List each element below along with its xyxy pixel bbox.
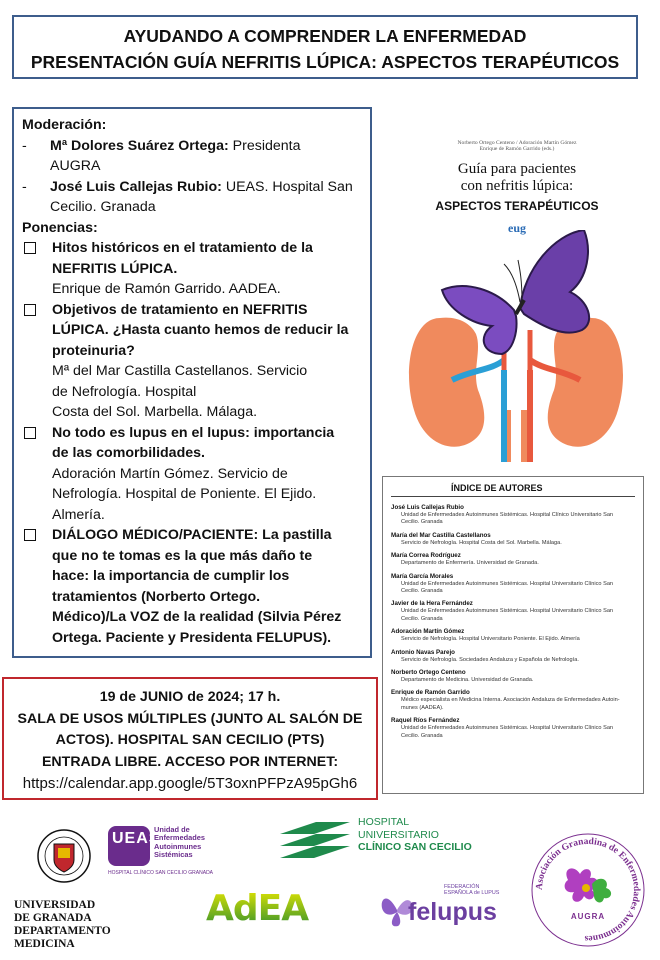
author-index-box: [382, 476, 644, 794]
ugr-dept: DEPARTAMENTO: [14, 925, 111, 937]
ponencia-speaker: Mª del Mar Castilla Castellanos. Servicio: [52, 363, 308, 379]
author-name: Enrique de Ramón Garrido: [391, 689, 470, 697]
author-affiliation: munes (AADEA).: [401, 704, 444, 711]
moderator-role-cont: Cecilio. Granada: [50, 199, 156, 215]
felupus-subtitle: FEDERACIÓN: [444, 884, 480, 890]
augra-logo: [528, 830, 648, 950]
checkbox-icon: [24, 242, 36, 254]
moderator-name: José Luis Callejas Rubio:: [50, 178, 222, 195]
ponencia-title: Hitos históricos en el tratamiento de la: [52, 240, 313, 256]
author-name: Norberto Ortego Centeno: [391, 669, 466, 677]
kidney-butterfly-illustration: [392, 230, 642, 462]
ponencia-title: que no te tomas es la que más daño te: [52, 547, 313, 564]
ueas-text: Enfermedades: [154, 833, 205, 843]
author-name: María del Mar Castilla Castellanos: [391, 531, 491, 539]
author-entry: [391, 628, 635, 643]
event-entry: ENTRADA LIBRE. ACCESO POR INTERNET:: [41, 753, 339, 770]
checkbox-icon: [24, 529, 36, 541]
ponencia-item: [22, 238, 362, 279]
program-box: [12, 107, 372, 658]
moderator-item: [22, 177, 362, 218]
author-entry: [391, 689, 635, 712]
publisher-logo: eug: [508, 221, 526, 235]
author-name: Javier de la Hera Fernández: [391, 600, 473, 608]
ugr-dept: MEDICINA: [14, 938, 75, 950]
author-entry: [391, 532, 635, 547]
ugr-name: UNIVERSIDAD: [14, 899, 96, 911]
ponencia-title: tratamientos (Norberto Ortego.: [52, 588, 261, 605]
book-authors-line: Norberto Ortego Centeno / Adoración Martín Gómez: [457, 140, 577, 146]
author-entry: [391, 504, 635, 527]
felupus-wordmark: felupus: [408, 898, 497, 926]
checkbox-icon: [24, 304, 36, 316]
aadea-logo: [206, 888, 326, 950]
author-affiliation: Servicio de Nefrología. Sociedades Andaluza y Española de Nefrología.: [401, 656, 579, 663]
ponencia-title: de las comorbilidades.: [52, 445, 205, 461]
author-name: José Luis Callejas Rubio: [391, 504, 464, 511]
book-title: [392, 161, 642, 195]
ponencia-item: [22, 423, 362, 464]
author-affiliation: Servicio de Nefrología. Hospital Universitario Poniente. El Ejido. Almería: [401, 636, 580, 643]
ponencia-item: [22, 525, 362, 648]
ponencia-title: NEFRITIS LÚPICA.: [52, 260, 178, 277]
ueas-text: Sistémicas: [154, 850, 193, 860]
ponencia-title: Objetivos de tratamiento en NEFRITIS: [52, 301, 308, 318]
felupus-subtitle: ESPAÑOLA de LUPUS: [444, 890, 500, 897]
book-authors: [392, 140, 642, 152]
dash-marker: -: [22, 178, 27, 195]
header-title-box: [12, 15, 638, 79]
ponencia-title: Médico)/La VOZ de la realidad (Silvia Pérez: [52, 609, 342, 625]
ponencia-title: LÚPICA. ¿Hasta cuanto hemos de reducir la: [52, 322, 349, 338]
aadea-wordmark: AdEA: [206, 888, 326, 929]
hospital-text: UNIVERSITARIO: [358, 828, 439, 841]
ugr-seal-icon: [34, 828, 94, 884]
dash-marker: -: [22, 137, 27, 154]
header-line-2: PRESENTACIÓN GUÍA NEFRITIS LÚPICA: ASPECTOS TERAPÉUTICOS: [30, 52, 620, 72]
ueas-subtitle: HOSPITAL CLÍNICO SAN CECILIO GRANADA: [108, 870, 214, 876]
event-url-link[interactable]: https://calendar.app.google/5T3oxnPFPzA95pGh6: [22, 775, 358, 792]
hospital-text: CLÍNICO SAN CECILIO: [358, 841, 472, 853]
author-index-list: [391, 504, 635, 740]
ponencia-speaker: Costa del Sol. Marbella. Málaga.: [52, 404, 258, 420]
author-affiliation: Médico especialista en Medicina Interna. Asociación Andaluza de Enfermedades Autoin-: [401, 697, 620, 704]
author-affiliation: Unidad de Enfermedades Autoinmunes Sistémicas. Hospital Universitario Clínico San: [401, 580, 614, 587]
ponencia-speaker: Almería.: [52, 506, 105, 523]
checkbox-icon: [24, 427, 36, 439]
augra-ring-text: Asociación Granadina de Enfermedades Autoinmunes: [534, 836, 642, 944]
book-authors-line: Enrique de Ramón Garrido (eds.): [479, 146, 555, 152]
ponencia-speaker: Nefrología. Hospital de Poniente. El Ejido.: [52, 486, 317, 502]
author-affiliation: Cecilio. Granada: [401, 615, 443, 622]
author-name: María García Morales: [391, 572, 454, 580]
ureter-shape: [508, 410, 524, 462]
moderator-role-cont: AUGRA: [50, 158, 101, 174]
hospital-mark-icon: [278, 820, 352, 860]
ponencia-speaker: Enrique de Ramón Garrido. AADEA.: [52, 281, 281, 297]
author-entry: [391, 669, 635, 684]
moderator-role: UEAS. Hospital San: [221, 178, 353, 195]
ugr-name: DE GRANADA: [14, 912, 92, 924]
author-name: Raquel Ríos Fernández: [391, 717, 460, 725]
author-entry: [391, 649, 635, 664]
header-line-1: AYUDANDO A COMPRENDER LA ENFERMEDAD: [123, 26, 527, 46]
book-title-line: Guía para pacientes: [457, 161, 577, 177]
hospital-logo: [278, 816, 488, 866]
book-title-line: con nefritis lúpica:: [460, 178, 574, 194]
author-entry: [391, 600, 635, 623]
butterfly-right-wing: [520, 230, 589, 333]
author-affiliation: Cecilio. Granada: [401, 519, 443, 526]
moderator-name: Mª Dolores Suárez Ortega:: [50, 137, 229, 154]
moderacion-label: Moderación:: [22, 117, 107, 133]
hospital-text: HOSPITAL: [358, 816, 410, 828]
ueas-text: Unidad de: [154, 825, 190, 834]
butterfly-antennae: [504, 260, 522, 302]
book-cover: [392, 112, 642, 462]
augra-seal-icon: [528, 830, 648, 950]
author-affiliation: Unidad de Enfermedades Autoinmunes Sistémicas. Hospital Universitario Clínico San: [401, 608, 614, 615]
ponencia-title: proteinuria?: [52, 342, 135, 359]
event-info-box: [2, 677, 378, 800]
book-subtitle: ASPECTOS TERAPÉUTICOS: [435, 199, 599, 213]
event-date: 19 de JUNIO de 2024; 17 h.: [99, 689, 281, 705]
author-name: Adoración Martín Gómez: [391, 628, 465, 636]
ponencia-title: Ortega. Paciente y Presidenta FELUPUS).: [52, 629, 332, 646]
moderator-role: Presidenta: [228, 137, 301, 154]
event-place: SALA DE USOS MÚLTIPLES (JUNTO AL SALÓN DE: [17, 710, 363, 727]
ueas-text: Autoinmunes: [154, 841, 202, 851]
author-affiliation: Unidad de Enfermedades Autoinmunes Sistémicas. Hospital Universitario Clínico San: [401, 725, 614, 732]
author-entry: [391, 552, 635, 567]
ponencia-speaker: Adoración Martín Gómez. Servicio de: [52, 465, 288, 482]
author-name: María Correa Rodríguez: [391, 552, 461, 560]
author-affiliation: Departamento de Enfermería. Universidad de Granada.: [401, 560, 539, 567]
index-title: ÍNDICE DE AUTORES: [391, 483, 635, 497]
ueas-logo: [108, 826, 238, 878]
felupus-logo: [380, 880, 510, 940]
author-affiliation: Unidad de Enfermedades Autoinmunes Sistémicas. Hospital Clínico Universitario San: [401, 512, 614, 518]
author-affiliation: Servicio de Nefrología. Hospital Costa del Sol. Marbella. Málaga.: [401, 539, 562, 546]
author-affiliation: Cecilio. Granada: [401, 732, 443, 739]
author-entry: [391, 573, 635, 596]
ponencia-item: [22, 300, 362, 362]
author-affiliation: Cecilio. Granada: [401, 588, 443, 595]
kidney-right-shape: [548, 318, 623, 447]
ponencia-title: hace: la importancia de cumplir los: [52, 568, 290, 584]
event-place-cont: ACTOS). HOSPITAL SAN CECILIO (PTS): [55, 732, 325, 748]
ponencia-title: DIÁLOGO MÉDICO/PACIENTE: La pastilla: [52, 527, 332, 543]
ponencias-label: Ponencias:: [22, 219, 98, 236]
ueas-mark: UEAS: [108, 826, 150, 866]
ponencia-title: No todo es lupus en el lupus: importancia: [52, 424, 335, 441]
kidney-left-shape: [409, 318, 484, 447]
author-affiliation: Departamento de Medicina. Universidad de Granada.: [401, 677, 534, 684]
ponencia-speaker: de Nefrología. Hospital: [52, 383, 197, 400]
moderator-item: [22, 136, 362, 177]
author-entry: [391, 717, 635, 740]
augra-subtitle: AUGRA: [570, 912, 606, 921]
author-name: Antonio Navas Parejo: [391, 648, 455, 656]
